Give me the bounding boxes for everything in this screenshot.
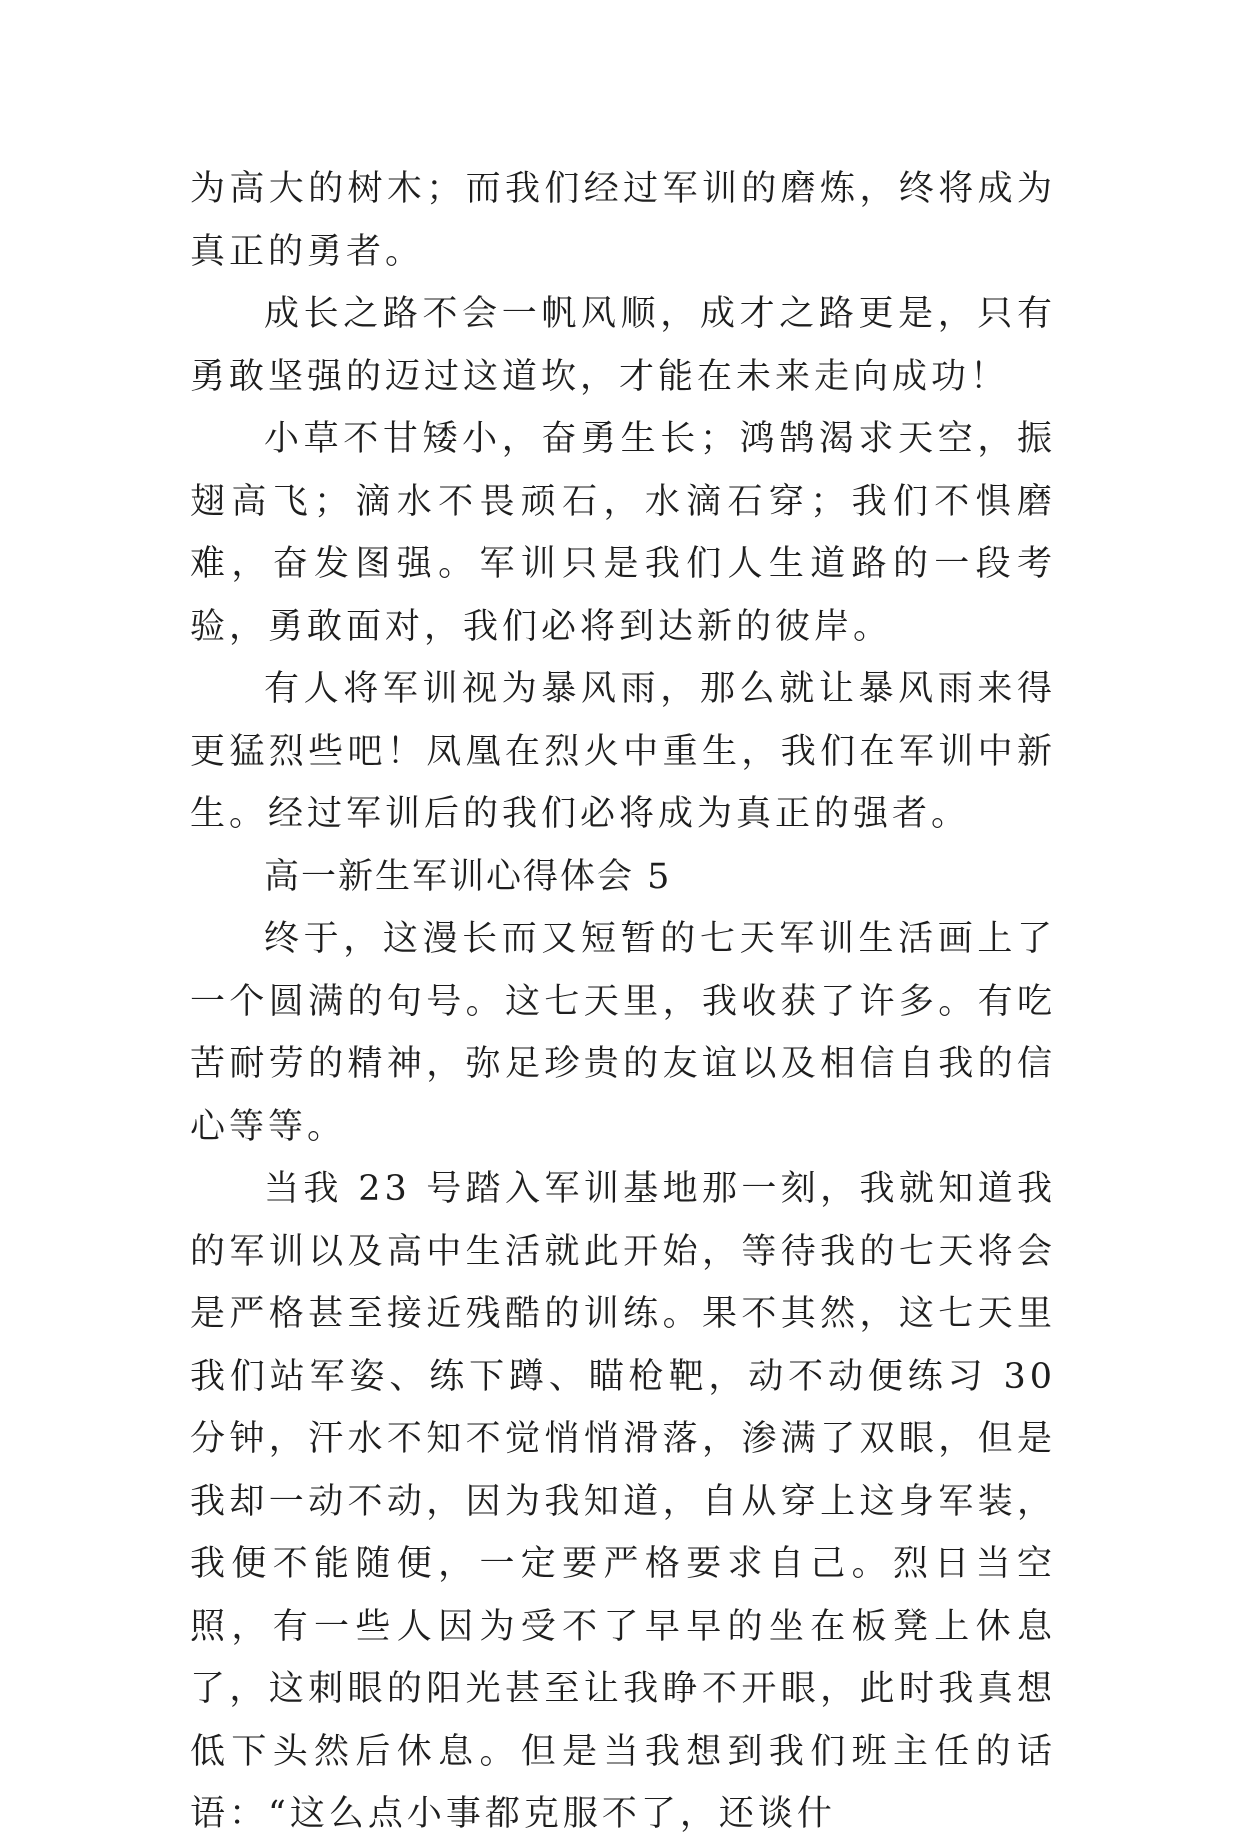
paragraph: 有人将军训视为暴风雨，那么就让暴风雨来得更猛烈些吧！凤凰在烈火中重生，我们在军训中新生。经过军训后的我们必将成为真正的强者。 <box>190 669 1056 834</box>
section-heading: 高一新生军训心得体会 5 <box>264 856 672 897</box>
paragraph-continuation: 为高大的树木；而我们经过军训的磨炼，终将成为真正的勇者。 <box>190 169 1056 272</box>
paragraph: 小草不甘矮小，奋勇生长；鸿鹄渴求天空，振翅高飞；滴水不畏顽石，水滴石穿；我们不惧磨难，奋发图强。军训只是我们人生道路的一段考验，勇敢面对，我们必将到达新的彼岸。 <box>190 419 1056 647</box>
paragraph: 终于，这漫长而又短暂的七天军训生活画上了一个圆满的句号。这七天里，我收获了许多。有吃苦耐劳的精神，弥足珍贵的友谊以及相信自我的信心等等。 <box>190 919 1056 1147</box>
document-body <box>190 158 1056 1846</box>
paragraph: 当我 23 号踏入军训基地那一刻，我就知道我的军训以及高中生活就此开始，等待我的七天将会是严格甚至接近残酷的训练。果不其然，这七天里我们站军姿、练下蹲、瞄枪靶，动不动便练习 30 分钟，汗水不知不觉悄悄滑落，渗满了双眼，但是我却一动不动，因为我知道，自从穿上这身军装，我便不能随便，一定要严格要求自己。烈日当空照，有一些人因为受不了早早的坐在板凳上休息了，这刺眼的阳光甚至让我睁不开眼，此时我真想低下头然后休息。但是当我想到我们班主任的话语：“这么点小事都克服不了，还谈什 <box>190 1169 1056 1834</box>
paragraph: 成长之路不会一帆风顺，成才之路更是，只有勇敢坚强的迈过这道坎，才能在未来走向成功！ <box>190 294 1056 397</box>
